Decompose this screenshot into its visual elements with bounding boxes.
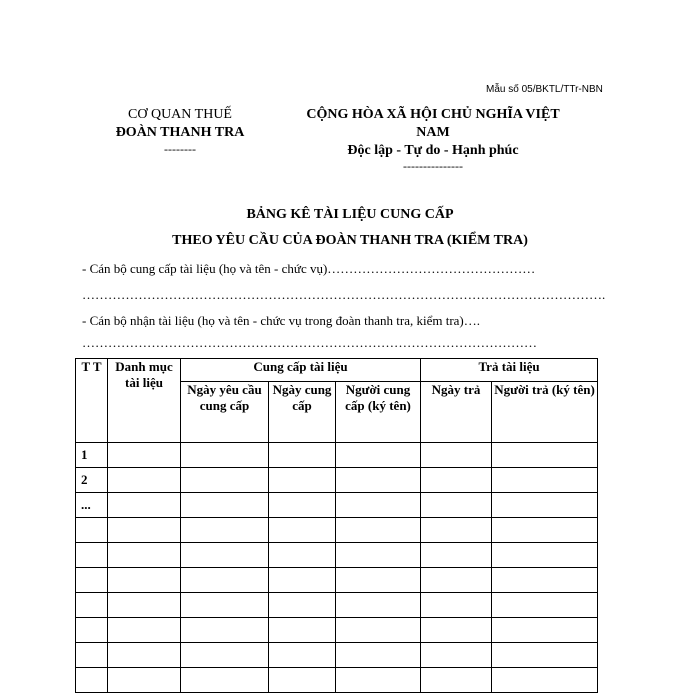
header-request-date: Ngày yêu cầu cung cấp bbox=[181, 382, 269, 443]
table-cell bbox=[269, 568, 336, 593]
header-return-group: Trả tài liệu bbox=[421, 359, 598, 382]
table-cell bbox=[336, 543, 421, 568]
table-cell bbox=[269, 618, 336, 643]
table-row bbox=[76, 518, 598, 543]
row-number: ... bbox=[76, 493, 108, 518]
table-cell bbox=[421, 468, 492, 493]
national-divider: --------------- bbox=[403, 159, 463, 173]
table-cell bbox=[269, 643, 336, 668]
row-number: 1 bbox=[76, 443, 108, 468]
table-cell bbox=[421, 618, 492, 643]
table-cell bbox=[336, 668, 421, 693]
table-cell bbox=[108, 618, 181, 643]
national-header bbox=[283, 106, 583, 172]
table-cell bbox=[181, 668, 269, 693]
table-cell bbox=[492, 593, 598, 618]
header-tt: T T bbox=[76, 359, 108, 443]
table-row bbox=[76, 668, 598, 693]
table-cell bbox=[492, 643, 598, 668]
table-cell bbox=[181, 518, 269, 543]
table-row bbox=[76, 568, 598, 593]
table-row bbox=[76, 468, 598, 493]
table-cell bbox=[421, 593, 492, 618]
national-motto: Độc lập - Tự do - Hạnh phúc bbox=[347, 143, 519, 158]
table-cell bbox=[336, 593, 421, 618]
receiver-field-continuation: …………………………………………………………………………………………… bbox=[82, 335, 537, 350]
table-cell bbox=[269, 468, 336, 493]
table-cell bbox=[269, 518, 336, 543]
document-list-table bbox=[75, 358, 598, 693]
agency-header bbox=[90, 106, 270, 156]
table-cell bbox=[492, 468, 598, 493]
row-number bbox=[76, 618, 108, 643]
table-cell bbox=[181, 643, 269, 668]
header-returner: Người trả (ký tên) bbox=[492, 382, 598, 443]
table-cell bbox=[492, 443, 598, 468]
table-cell bbox=[181, 443, 269, 468]
national-name-line1: CỘNG HÒA XÃ HỘI CHỦ NGHĨA VIỆT bbox=[306, 107, 560, 122]
table-cell bbox=[492, 493, 598, 518]
table-cell bbox=[421, 543, 492, 568]
table-cell bbox=[108, 593, 181, 618]
table-row bbox=[76, 593, 598, 618]
table-cell bbox=[336, 443, 421, 468]
table-cell bbox=[269, 543, 336, 568]
agency-divider: -------- bbox=[164, 142, 196, 156]
table-cell bbox=[269, 443, 336, 468]
header-document-category: Danh mục tài liệu bbox=[108, 359, 181, 443]
table-cell bbox=[421, 643, 492, 668]
table-row bbox=[76, 443, 598, 468]
row-number bbox=[76, 518, 108, 543]
header-supply-date: Ngày cung cấp bbox=[269, 382, 336, 443]
table-cell bbox=[108, 568, 181, 593]
table-row bbox=[76, 618, 598, 643]
table-row bbox=[76, 543, 598, 568]
table-cell bbox=[108, 443, 181, 468]
table-cell bbox=[336, 518, 421, 543]
table-cell bbox=[181, 493, 269, 518]
table-cell bbox=[181, 593, 269, 618]
table-cell bbox=[421, 668, 492, 693]
table-cell bbox=[181, 568, 269, 593]
inspection-team-name: ĐOÀN THANH TRA bbox=[115, 125, 245, 140]
table-cell bbox=[336, 568, 421, 593]
table-cell bbox=[181, 618, 269, 643]
table-cell bbox=[181, 543, 269, 568]
table-cell bbox=[421, 568, 492, 593]
table-cell bbox=[336, 468, 421, 493]
table-cell bbox=[108, 493, 181, 518]
table-cell bbox=[492, 543, 598, 568]
table-row bbox=[76, 493, 598, 518]
table-cell bbox=[108, 468, 181, 493]
table-cell bbox=[421, 493, 492, 518]
table-cell bbox=[108, 668, 181, 693]
header-supplier: Người cung cấp (ký tên) bbox=[336, 382, 421, 443]
provider-field-continuation: …………………………………………………………………………………………………………. bbox=[82, 287, 606, 302]
table-cell bbox=[269, 493, 336, 518]
table-cell bbox=[492, 518, 598, 543]
table-row bbox=[76, 643, 598, 668]
table-cell bbox=[336, 493, 421, 518]
table-cell bbox=[421, 518, 492, 543]
header-supply-group: Cung cấp tài liệu bbox=[181, 359, 421, 382]
header-return-date: Ngày trả bbox=[421, 382, 492, 443]
table-cell bbox=[421, 443, 492, 468]
table-cell bbox=[269, 593, 336, 618]
receiver-field: - Cán bộ nhận tài liệu (họ và tên - chức vụ trong đoàn thanh tra, kiểm tra)…. bbox=[82, 313, 481, 328]
table-cell bbox=[336, 618, 421, 643]
row-number bbox=[76, 593, 108, 618]
table-cell bbox=[108, 543, 181, 568]
table-cell bbox=[336, 643, 421, 668]
row-number bbox=[76, 543, 108, 568]
form-number: Mẫu số 05/BKTL/TTr-NBN bbox=[486, 84, 603, 95]
provider-field: - Cán bộ cung cấp tài liệu (họ và tên - chức vụ)………………………………………… bbox=[82, 261, 536, 276]
table-cell bbox=[269, 668, 336, 693]
table-cell bbox=[492, 568, 598, 593]
row-number: 2 bbox=[76, 468, 108, 493]
document-subtitle: THEO YÊU CẦU CỦA ĐOÀN THANH TRA (KIỂM TRA) bbox=[172, 233, 528, 248]
table-cell bbox=[492, 618, 598, 643]
row-number bbox=[76, 643, 108, 668]
row-number bbox=[76, 568, 108, 593]
table-cell bbox=[181, 468, 269, 493]
row-number bbox=[76, 668, 108, 693]
table-cell bbox=[492, 668, 598, 693]
national-name-line2: NAM bbox=[416, 125, 450, 140]
table-cell bbox=[108, 643, 181, 668]
document-title: BẢNG KÊ TÀI LIỆU CUNG CẤP bbox=[246, 207, 454, 222]
table-cell bbox=[108, 518, 181, 543]
agency-name: CƠ QUAN THUẾ bbox=[128, 107, 232, 122]
